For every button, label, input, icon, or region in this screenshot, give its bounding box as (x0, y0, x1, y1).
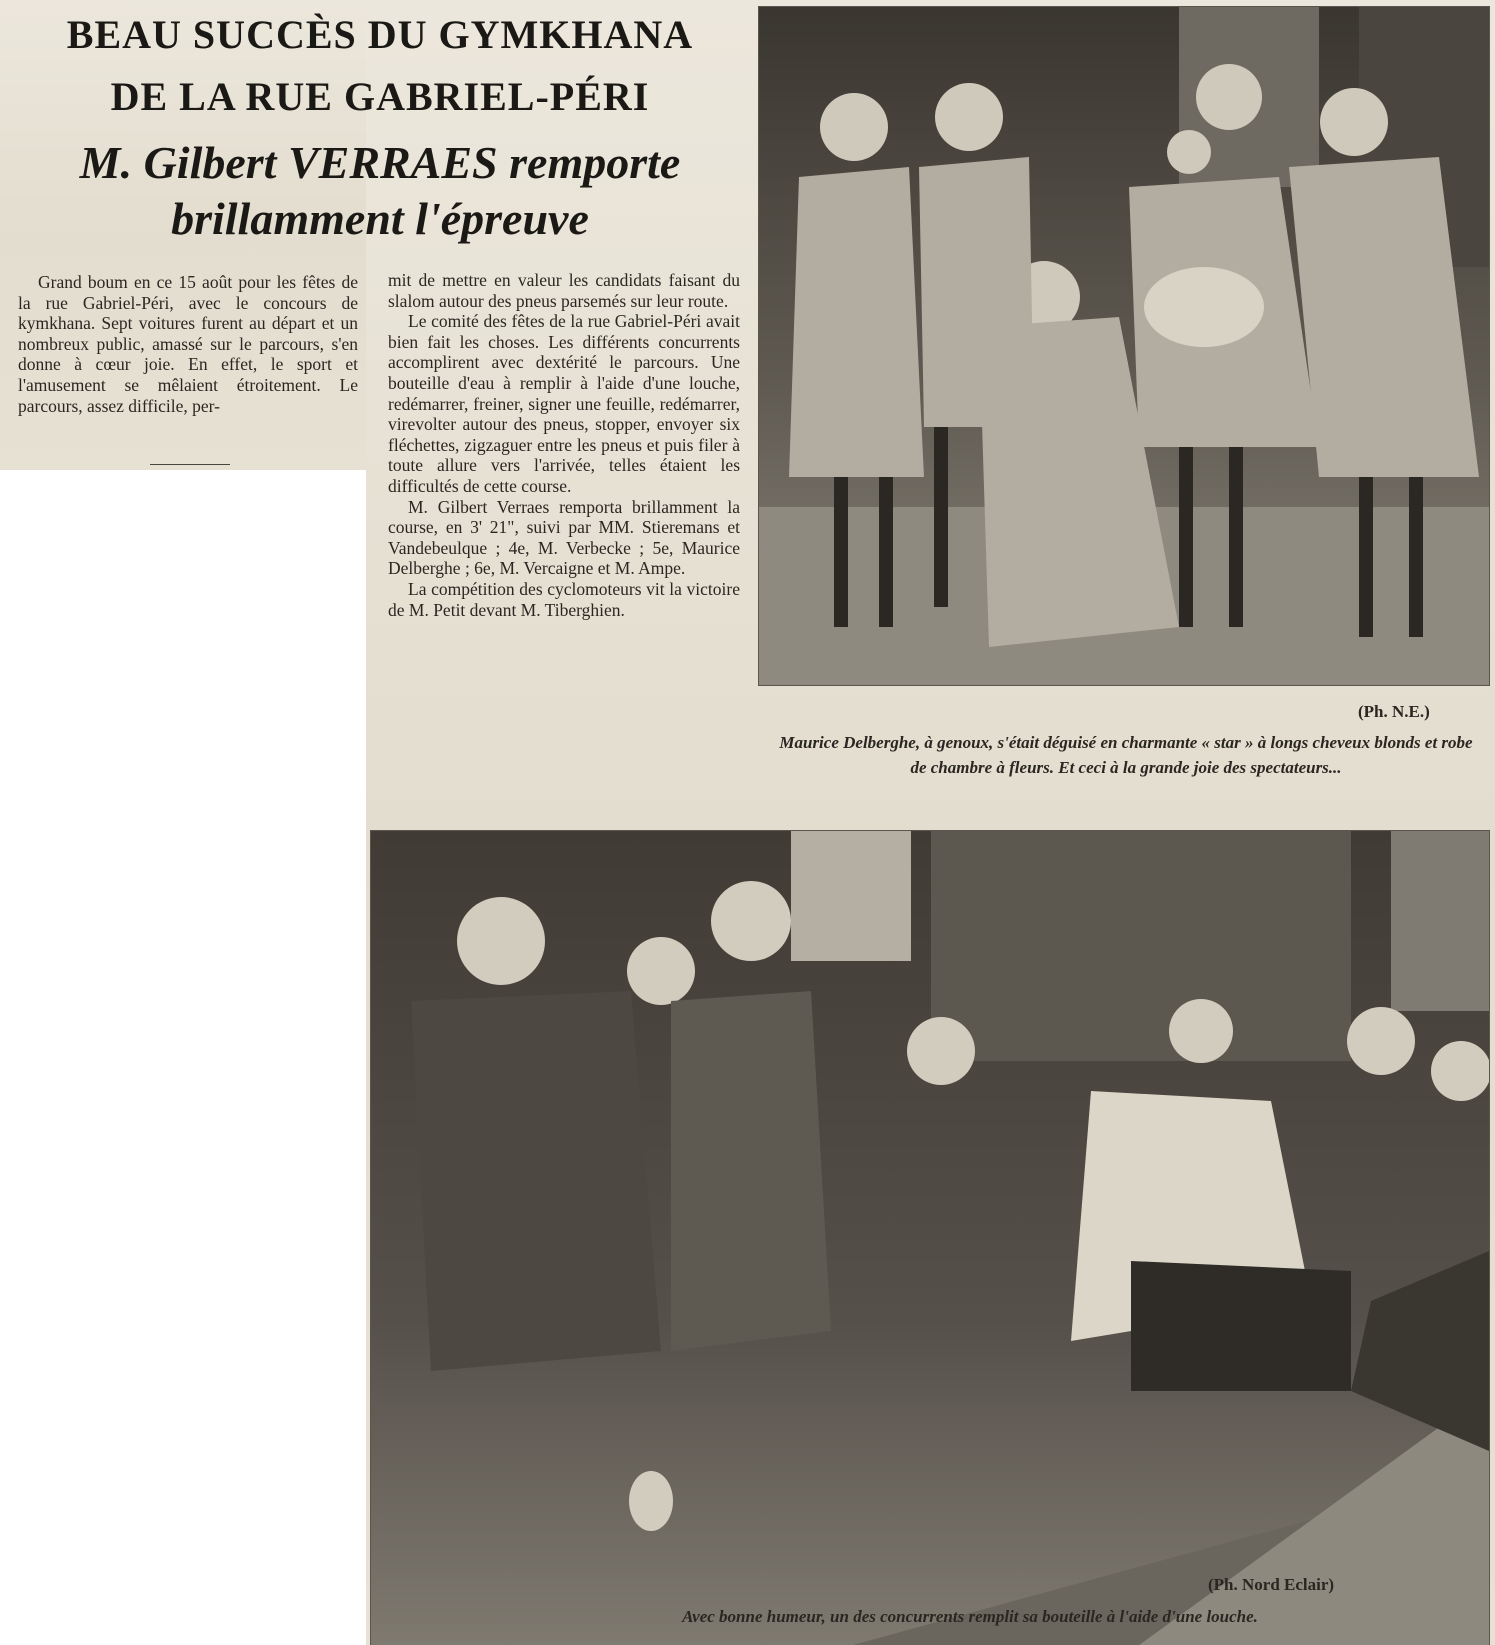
article-column-1 (18, 272, 358, 416)
subheadline-line-1: M. Gilbert VERRAES remporte (79, 137, 681, 188)
subheadline-line-2: brillamment l'épreuve (171, 193, 589, 244)
photo-top-credit: (Ph. N.E.) (1358, 702, 1430, 721)
article-paragraph-5: La compétition des cyclomoteurs vit la victoire de M. Petit devant M. Tiberghien. (388, 578, 740, 620)
headline-line-2: DE LA RUE GABRIEL-PÉRI (110, 74, 650, 119)
article-paragraph-4: M. Gilbert Verraes remporta brillamment la course, en 3' 21", suivi par MM. Stieremans et Vandebeulque ; 4e, M. Verbecke ; 5e, Maurice Delberghe ; 6e, M. Vercaigne et M. Ampe. (388, 496, 740, 579)
photo-bottom-credit: (Ph. Nord Eclair) (1208, 1575, 1335, 1594)
column-end-rule (150, 464, 230, 465)
article-column-2 (388, 270, 740, 620)
headline-line-1: BEAU SUCCÈS DU GYMKHANA (66, 12, 694, 57)
photo-top-caption: Maurice Delberghe, à genoux, s'était déguisé en charmante « star » à longs cheveux blonds et robe de chambre à fleurs. Et ceci à la grande joie des spectateurs... (779, 733, 1473, 777)
photo-bottle-filling (370, 830, 1490, 1645)
article-paragraph-2: mit de mettre en valeur les candidats faisant du slalom autour des pneus parsemés sur leur route. (388, 270, 740, 311)
photo-bottom-caption: Avec bonne humeur, un des concurrents remplit sa bouteille à l'aide d'une louche. (682, 1607, 1258, 1626)
article-paragraph-1: Grand boum en ce 15 août pour les fêtes de la rue Gabriel-Péri, avec le concours de kymkhana. Sept voitures furent au départ et un nombreux public, amassé sur le parcours, s'en donne à cœur joie. En effet, le sport et l'amusement se mêlaient étroitement. Le parcours, assez difficile, per- (18, 272, 358, 416)
photo-costumed-group (758, 6, 1490, 686)
article-paragraph-3: Le comité des fêtes de la rue Gabriel-Péri avait bien fait les choses. Les différents concurrents accomplirent avec dextérité le parcours. Une bouteille d'eau à remplir à l'aide d'une louche, redémarrer, freiner, signer une feuille, redémarrer, virevolter autour des pneus, stopper, envoyer six fléchettes, zigzaguer entre les pneus et puis filer à toute allure vers l'arrivée, telles étaient les difficultés de cette course. (388, 311, 740, 496)
